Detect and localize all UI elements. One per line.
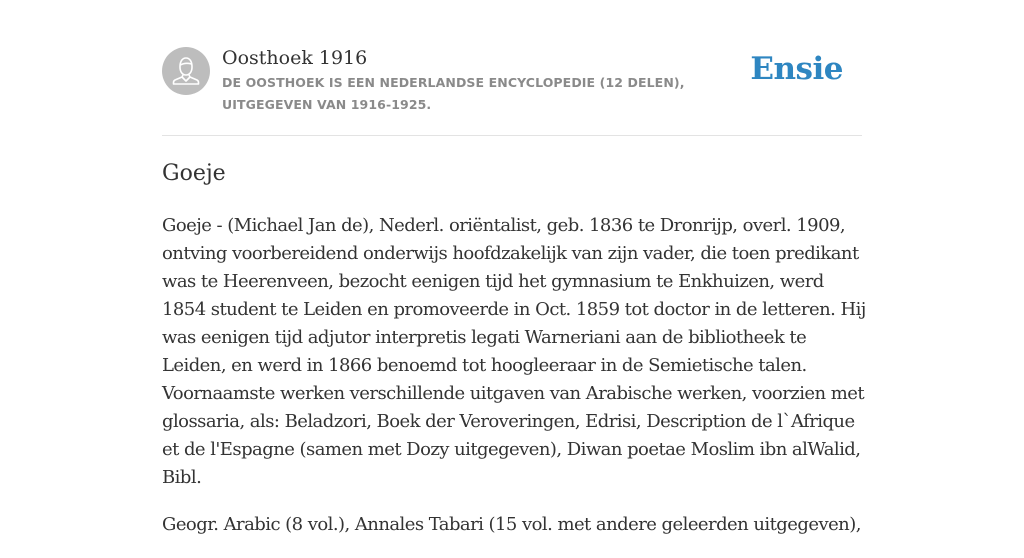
- page: [162, 0, 866, 535]
- article-paragraph: Goeje - (Michael Jan de), Nederl. oriëntalist, geb. 1836 te Dronrijp, overl. 1909, ontving voorbereidend onderwijs hoofdzakelijk van zijn vader, die toen predikant was te Heerenveen, bezocht eenigen tijd het gymnasium te Enkhuizen, werd 1854 student te Leiden en promoveerde in Oct. 1859 tot doctor in de letteren. Hij was eenigen tijd adjutor interpretis legati Warneriani aan de bibliotheek te Leiden, en werd in 1866 benoemd tot hoogleeraar in de Semietische talen. Voornaamste werken verschillende uitgaven van Arabische werken, voorzien met glossaria, als: Beladzori, Boek der Veroveringen, Edrisi, Description de l`Afrique et de l'Espagne (samen met Dozy uitgegeven), Diwan poetae Moslim ibn alWalid, Bibl.: [162, 215, 866, 488]
- divider: [162, 135, 862, 136]
- brand-logo[interactable]: Ensie: [750, 51, 843, 87]
- article-paragraph: Geogr. Arabic (8 vol.), Annales Tabari (15 vol. met andere geleerden uitgegeven),: [162, 514, 861, 535]
- user-icon: [162, 47, 210, 95]
- source-header: [162, 46, 862, 116]
- avatar[interactable]: [162, 47, 210, 95]
- article-title: Goeje: [162, 161, 226, 186]
- source-description: DE OOSTHOEK IS EEN NEDERLANDSE ENCYCLOPEDIE (12 DELEN), UITGEGEVEN VAN 1916-1925.: [222, 75, 685, 112]
- source-title[interactable]: Oosthoek 1916: [222, 47, 368, 69]
- article-body: [162, 212, 867, 558]
